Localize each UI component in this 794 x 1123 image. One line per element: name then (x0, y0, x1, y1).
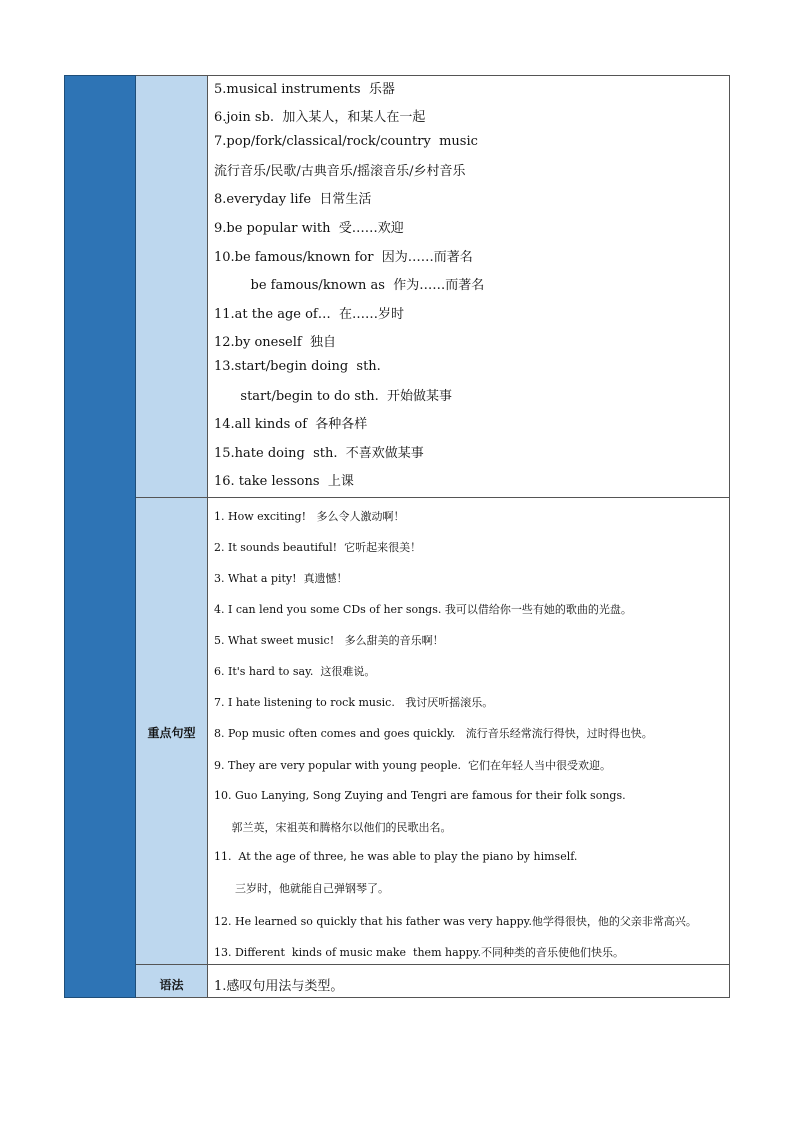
vocab-line: 流行音乐/民歌/古典音乐/摇滚音乐/乡村音乐 (214, 164, 466, 179)
sentences-label: 重点句型 (147, 726, 196, 740)
grammar-line: 1.感叹句用法与类型。 (214, 979, 344, 994)
grammar-label: 语法 (159, 978, 184, 992)
sentence-line: 1. How exciting! 多么令人激动啊！ (214, 510, 405, 523)
sentence-line: 4. I can lend you some CDs of her songs. 我可以借给你一些有她的歌曲的光盘。 (214, 603, 632, 616)
sentence-line: 三岁时，他就能自己弹钢琴了。 (214, 882, 389, 895)
vocab-line: 12.by oneself 独自 (214, 335, 336, 350)
sentence-line: 郭兰英，宋祖英和腾格尔以他们的民歌出名。 (214, 821, 452, 834)
sentence-line: 13. Different kinds of music make them happy.不同种类的音乐使他们快乐。 (214, 946, 624, 959)
sentence-line: 12. He learned so quickly that his father was very happy.他学得很快，他的父亲非常高兴。 (214, 915, 697, 928)
sentence-line: 9. They are very popular with young people. 它们在年轻人当中很受欢迎。 (214, 759, 611, 772)
sentence-line: 2. It sounds beautiful! 它听起来很美！ (214, 541, 422, 554)
vocab-line: 9.be popular with 受……欢迎 (214, 221, 404, 236)
vocab-line: 5.musical instruments 乐器 (214, 82, 395, 97)
vocab-line: 13.start/begin doing sth. (214, 359, 381, 374)
vocab-line: 7.pop/fork/classical/rock/country music (214, 134, 478, 149)
vocab-line: 8.everyday life 日常生活 (214, 192, 372, 207)
vocab-line: 10.be famous/known for 因为……而著名 (214, 250, 473, 265)
sentence-line: 5. What sweet music! 多么甜美的音乐啊！ (214, 634, 444, 647)
sentence-line: 7. I hate listening to rock music. 我讨厌听摇滚乐。 (214, 696, 494, 709)
left-color-bar (64, 75, 136, 998)
sentence-line: 11. At the age of three, he was able to play the piano by himself. (214, 850, 578, 863)
row-divider-1 (136, 497, 730, 498)
vocab-line: 14.all kinds of 各种各样 (214, 417, 368, 432)
vocab-line: be famous/known as 作为……而著名 (234, 278, 485, 293)
vocab-line: 15.hate doing sth. 不喜欢做某事 (214, 446, 424, 461)
sentence-line: 8. Pop music often comes and goes quickly. 流行音乐经常流行得快，过时得也快。 (214, 727, 653, 740)
vocab-line: start/begin to do sth. 开始做某事 (228, 389, 452, 404)
sentence-line: 6. It's hard to say. 这很难说。 (214, 665, 376, 678)
vocab-line: 11.at the age of… 在……岁时 (214, 307, 405, 322)
label-column (136, 75, 207, 998)
vocab-line: 16. take lessons 上课 (214, 474, 354, 489)
sentence-line: 3. What a pity! 真遗憾！ (214, 572, 348, 585)
row-divider-2 (136, 964, 730, 965)
vocab-line: 6.join sb. 加入某人，和某人在一起 (214, 110, 426, 125)
sentence-line: 10. Guo Lanying, Song Zuying and Tengri are famous for their folk songs. (214, 789, 626, 802)
